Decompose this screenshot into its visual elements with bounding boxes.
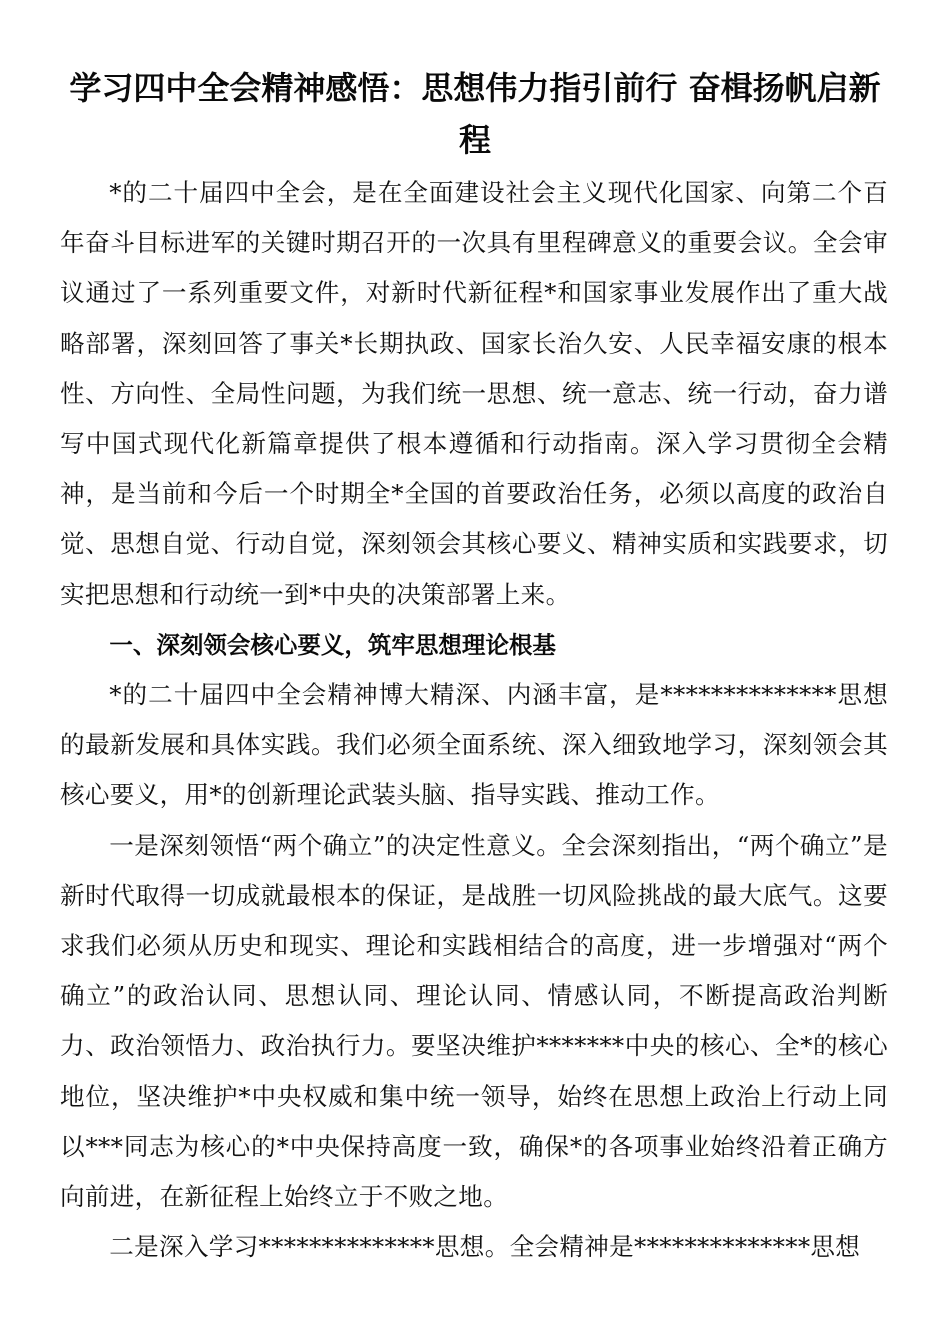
document-title: 学习四中全会精神感悟：思想伟力指引前行 奋楫扬帆启新程 xyxy=(69,69,881,159)
document-body xyxy=(60,168,888,1272)
paragraph-point-two: 二是深入学习**************思想。全会精神是**************思想 xyxy=(109,1232,861,1262)
section-heading: 一、深刻领会核心要义，筑牢思想理论根基 xyxy=(109,630,556,659)
paragraph-section-intro: *的二十届四中全会精神博大精深、内涵丰富，是**************思想的最新发展和具体实践。我们必须全面系统、深入细致地学习，深刻领会其核心要义，用*的创新理论武装头脑、指导实践、推动工作。 xyxy=(60,680,888,810)
paragraph-intro: *的二十届四中全会，是在全面建设社会主义现代化国家、向第二个百年奋斗目标进军的关键时期召开的一次具有里程碑意义的重要会议。全会审议通过了一系列重要文件，对新时代新征程*和国家事业发展作出了重大战略部署，深刻回答了事关*长期执政、国家长治久安、人民幸福安康的根本性、方向性、全局性问题，为我们统一思想、统一意志、统一行动，奋力谱写中国式现代化新篇章提供了根本遵循和行动指南。深入学习贯彻全会精神，是当前和今后一个时期全*全国的首要政治任务，必须以高度的政治自觉、思想自觉、行动自觉，深刻领会其核心要义、精神实质和实践要求，切实把思想和行动统一到*中央的决策部署上来。 xyxy=(60,178,888,609)
paragraph-point-one: 一是深刻领悟“两个确立”的决定性意义。全会深刻指出，“两个确立”是新时代取得一切成就最根本的保证，是战胜一切风险挑战的最大底气。这要求我们必须从历史和现实、理论和实践相结合的高度，进一步增强对“两个确立”的政治认同、思想认同、理论认同、情感认同，不断提高政治判断力、政治领悟力、政治执行力。要坚决维护*******中央的核心、全*的核心地位，坚决维护*中央权威和集中统一领导，始终在思想上政治上行动上同以***同志为核心的*中央保持高度一致，确保*的各项事业始终沿着正确方向前进，在新征程上始终立于不败之地。 xyxy=(60,830,888,1212)
